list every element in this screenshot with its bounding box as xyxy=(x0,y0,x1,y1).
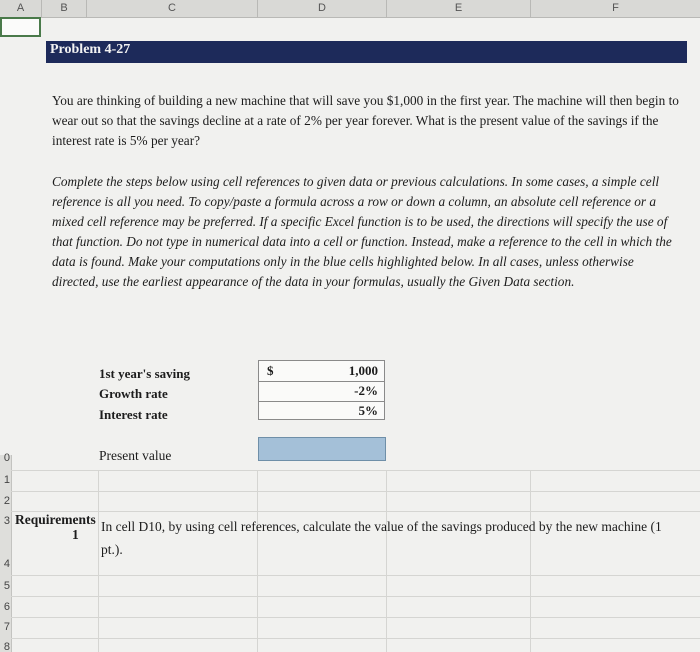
column-header-d[interactable]: D xyxy=(258,0,387,17)
label-present-value: Present value xyxy=(99,448,172,463)
requirement-text xyxy=(101,515,686,561)
row-header-16[interactable]: 6 xyxy=(3,601,10,613)
cell-growth-rate[interactable] xyxy=(259,381,384,402)
row-header-10[interactable]: 0 xyxy=(3,452,10,464)
instructions-text: Complete the steps below using cell references to given data or previous calculations. In some cases, a simple cell reference is all you need. To copy/paste a formula across a row or down a column, an absolute cell reference or a mixed cell reference may be preferred. If a specific Excel function is to be used, the directions will specify the use of that function. Do not type in numerical data into a cell or function. Instead, make a reference to the cell in which the data is found. Make your computations only in the blue cells highlighted below. In all cases, unless otherwise directed, use the earliest appearance of the data in your formulas, usually the Given Data section. xyxy=(52,174,672,289)
label-first-year-saving: 1st year's saving xyxy=(99,366,190,381)
column-header-b[interactable]: B xyxy=(42,0,87,17)
requirements-heading: Requirements xyxy=(15,512,96,527)
cell-interest-rate[interactable] xyxy=(259,401,384,421)
column-header-c[interactable]: C xyxy=(87,0,258,17)
gridline xyxy=(11,596,700,597)
column-header-bar xyxy=(0,0,700,18)
gridline xyxy=(530,470,531,652)
row-header-15[interactable]: 5 xyxy=(3,580,10,592)
row-header-11[interactable]: 1 xyxy=(3,474,10,486)
row-header-12[interactable]: 2 xyxy=(3,495,10,507)
row-header-14[interactable]: 4 xyxy=(3,558,10,570)
row-header-13[interactable]: 3 xyxy=(3,515,10,527)
gridline xyxy=(11,470,700,471)
value-growth-rate: -2% xyxy=(354,383,378,398)
gridline xyxy=(11,511,700,512)
gridline xyxy=(11,575,700,576)
selected-cell-a1[interactable] xyxy=(0,17,41,37)
requirement-number: 1 xyxy=(72,527,79,542)
currency-symbol: $ xyxy=(267,363,274,378)
problem-title: Problem 4-27 xyxy=(50,42,131,57)
column-header-f[interactable]: F xyxy=(612,2,619,14)
gridline xyxy=(11,638,700,639)
row-header-17[interactable]: 7 xyxy=(3,621,10,633)
label-growth-rate: Growth rate xyxy=(99,386,168,401)
cell-first-year-saving[interactable] xyxy=(259,361,384,382)
requirement-text-content: In cell D10, by using cell references, calculate the value of the savings produced by the new machine (1 pt.). xyxy=(101,519,662,557)
gridline xyxy=(386,470,387,652)
value-first-year-saving: 1,000 xyxy=(348,363,378,378)
column-header-e[interactable]: E xyxy=(387,0,531,17)
present-value-input-cell[interactable] xyxy=(258,437,386,461)
row-header-18[interactable]: 8 xyxy=(3,641,10,652)
gridline xyxy=(11,617,700,618)
value-interest-rate: 5% xyxy=(358,403,378,418)
gridline xyxy=(98,470,99,652)
label-interest-rate: Interest rate xyxy=(99,407,168,422)
gridline xyxy=(257,470,258,652)
column-header-a[interactable]: A xyxy=(0,0,42,17)
problem-title-bar xyxy=(46,41,687,63)
gridline xyxy=(11,491,700,492)
problem-statement: You are thinking of building a new machine that will save you $1,000 in the first year. The machine will then begin to wear out so that the savings decline at a rate of 2% per year forever. What is the present value of the savings if the interest rate is 5% per year? xyxy=(52,93,679,148)
given-data-cells xyxy=(258,360,385,420)
